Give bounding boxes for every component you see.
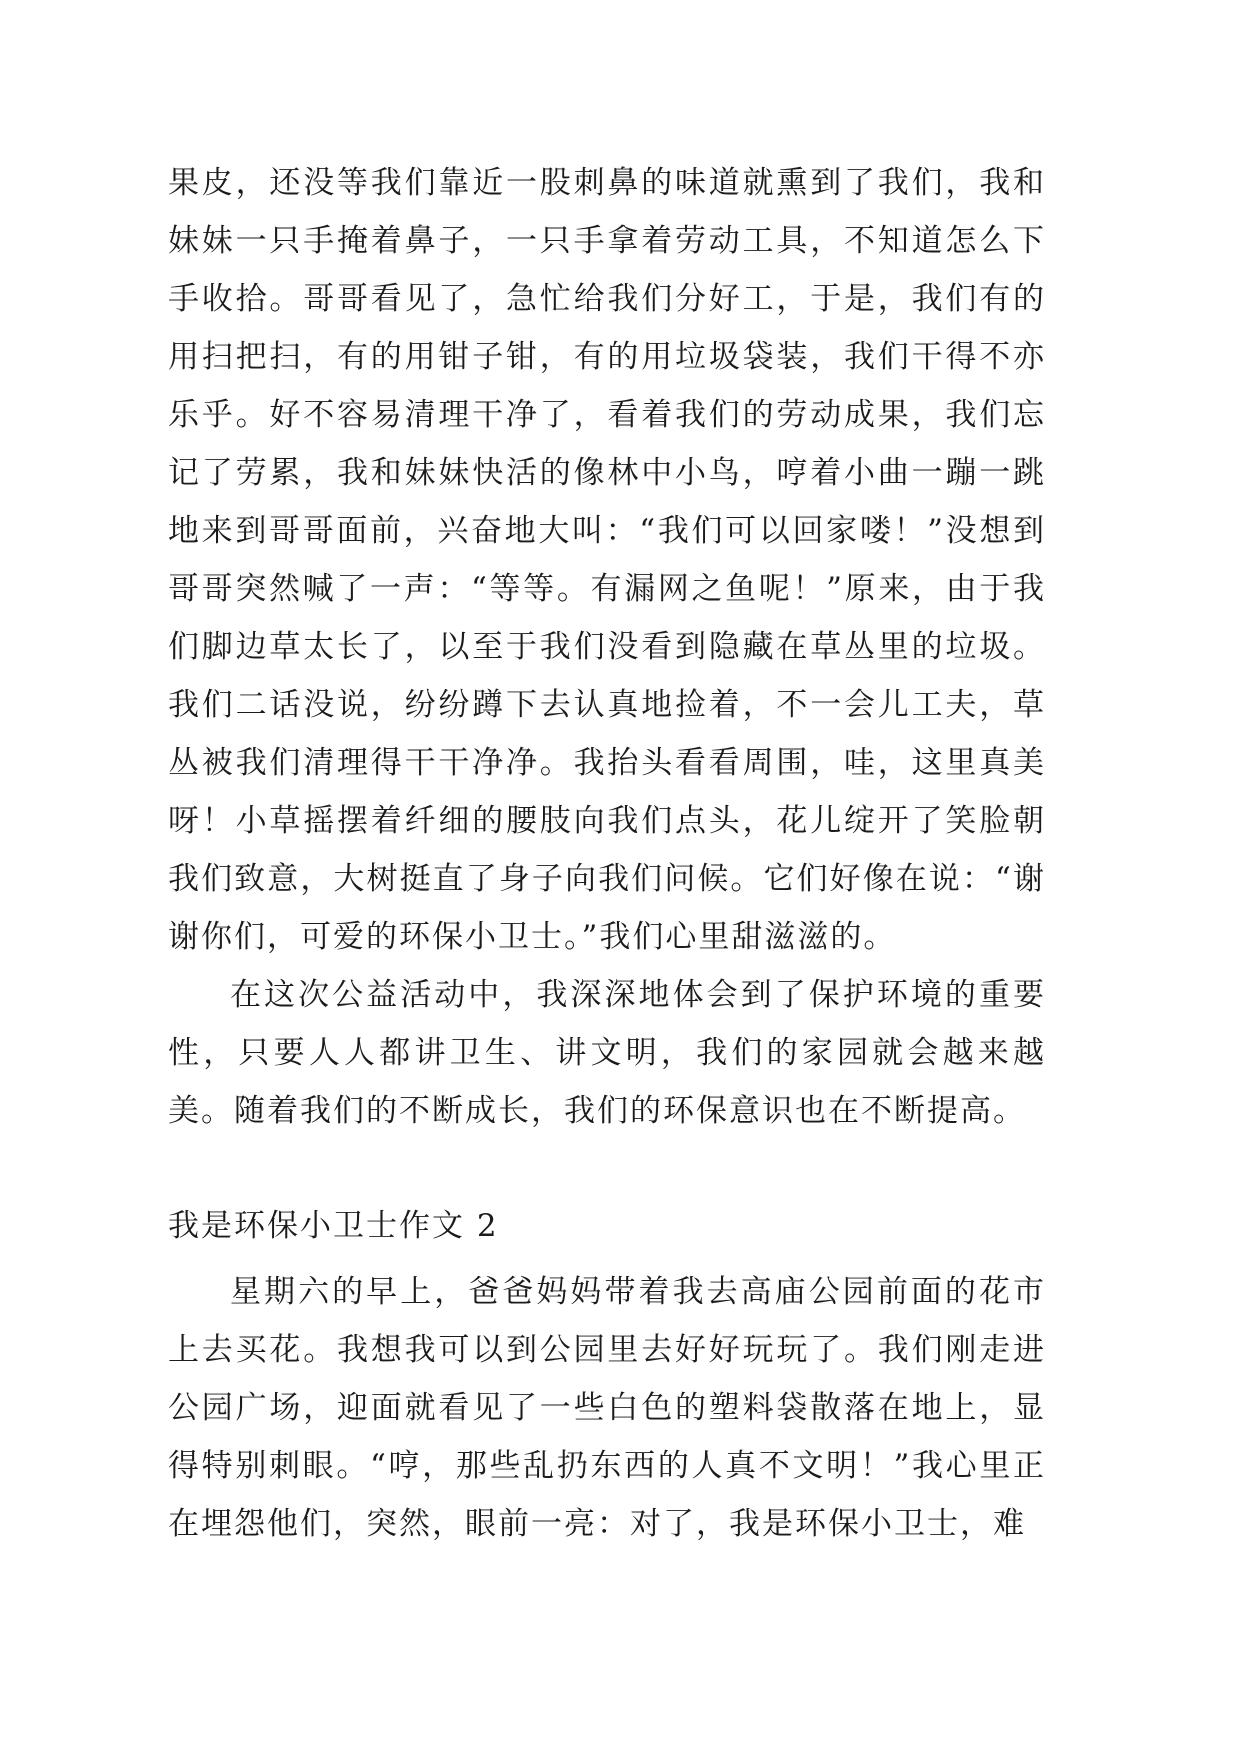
essay-2-heading: 我是环保小卫士作文 2 <box>168 1208 499 1244</box>
paragraph-essay2-opening: 星期六的早上，爸爸妈妈带着我去高庙公园前面的花市上去买花。我想我可以到公园里去好好玩玩了。我们刚走进公园广场，迎面就看见了一些白色的塑料袋散落在地上，显得特别刺眼。“哼，那些乱扔东西的人真不文明！”我心里正在埋怨他们，突然，眼前一亮：对了，我是环保小卫士，难 <box>168 1274 1046 1542</box>
paragraph-conclusion: 在这次公益活动中，我深深地体会到了保护环境的重要性，只要人人都讲卫生、讲文明，我们的家园就会越来越美。随着我们的不断成长，我们的环保意识也在不断提高。 <box>168 977 1046 1129</box>
text-column <box>168 154 1046 1553</box>
paragraph-continuation: 果皮，还没等我们靠近一股刺鼻的味道就熏到了我们，我和妹妹一只手掩着鼻子，一只手拿着劳动工具，不知道怎么下手收拾。哥哥看见了，急忙给我们分好工，于是，我们有的用扫把扫，有的用钳子钳，有的用垃圾袋装，我们干得不亦乐乎。好不容易清理干净了，看着我们的劳动成果，我们忘记了劳累，我和妹妹快活的像林中小鸟，哼着小曲一蹦一跳地来到哥哥面前，兴奋地大叫：“我们可以回家喽！”没想到哥哥突然喊了一声：“等等。有漏网之鱼呢！”原来，由于我们脚边草太长了，以至于我们没看到隐藏在草丛里的垃圾。我们二话没说，纷纷蹲下去认真地捡着，不一会儿工夫，草丛被我们清理得干干净净。我抬头看看周围，哇，这里真美呀！小草摇摆着纤细的腰肢向我们点头，花儿绽开了笑脸朝我们致意，大树挺直了身子向我们问候。它们好像在说：“谢谢你们，可爱的环保小卫士。”我们心里甜滋滋的。 <box>168 165 1046 955</box>
